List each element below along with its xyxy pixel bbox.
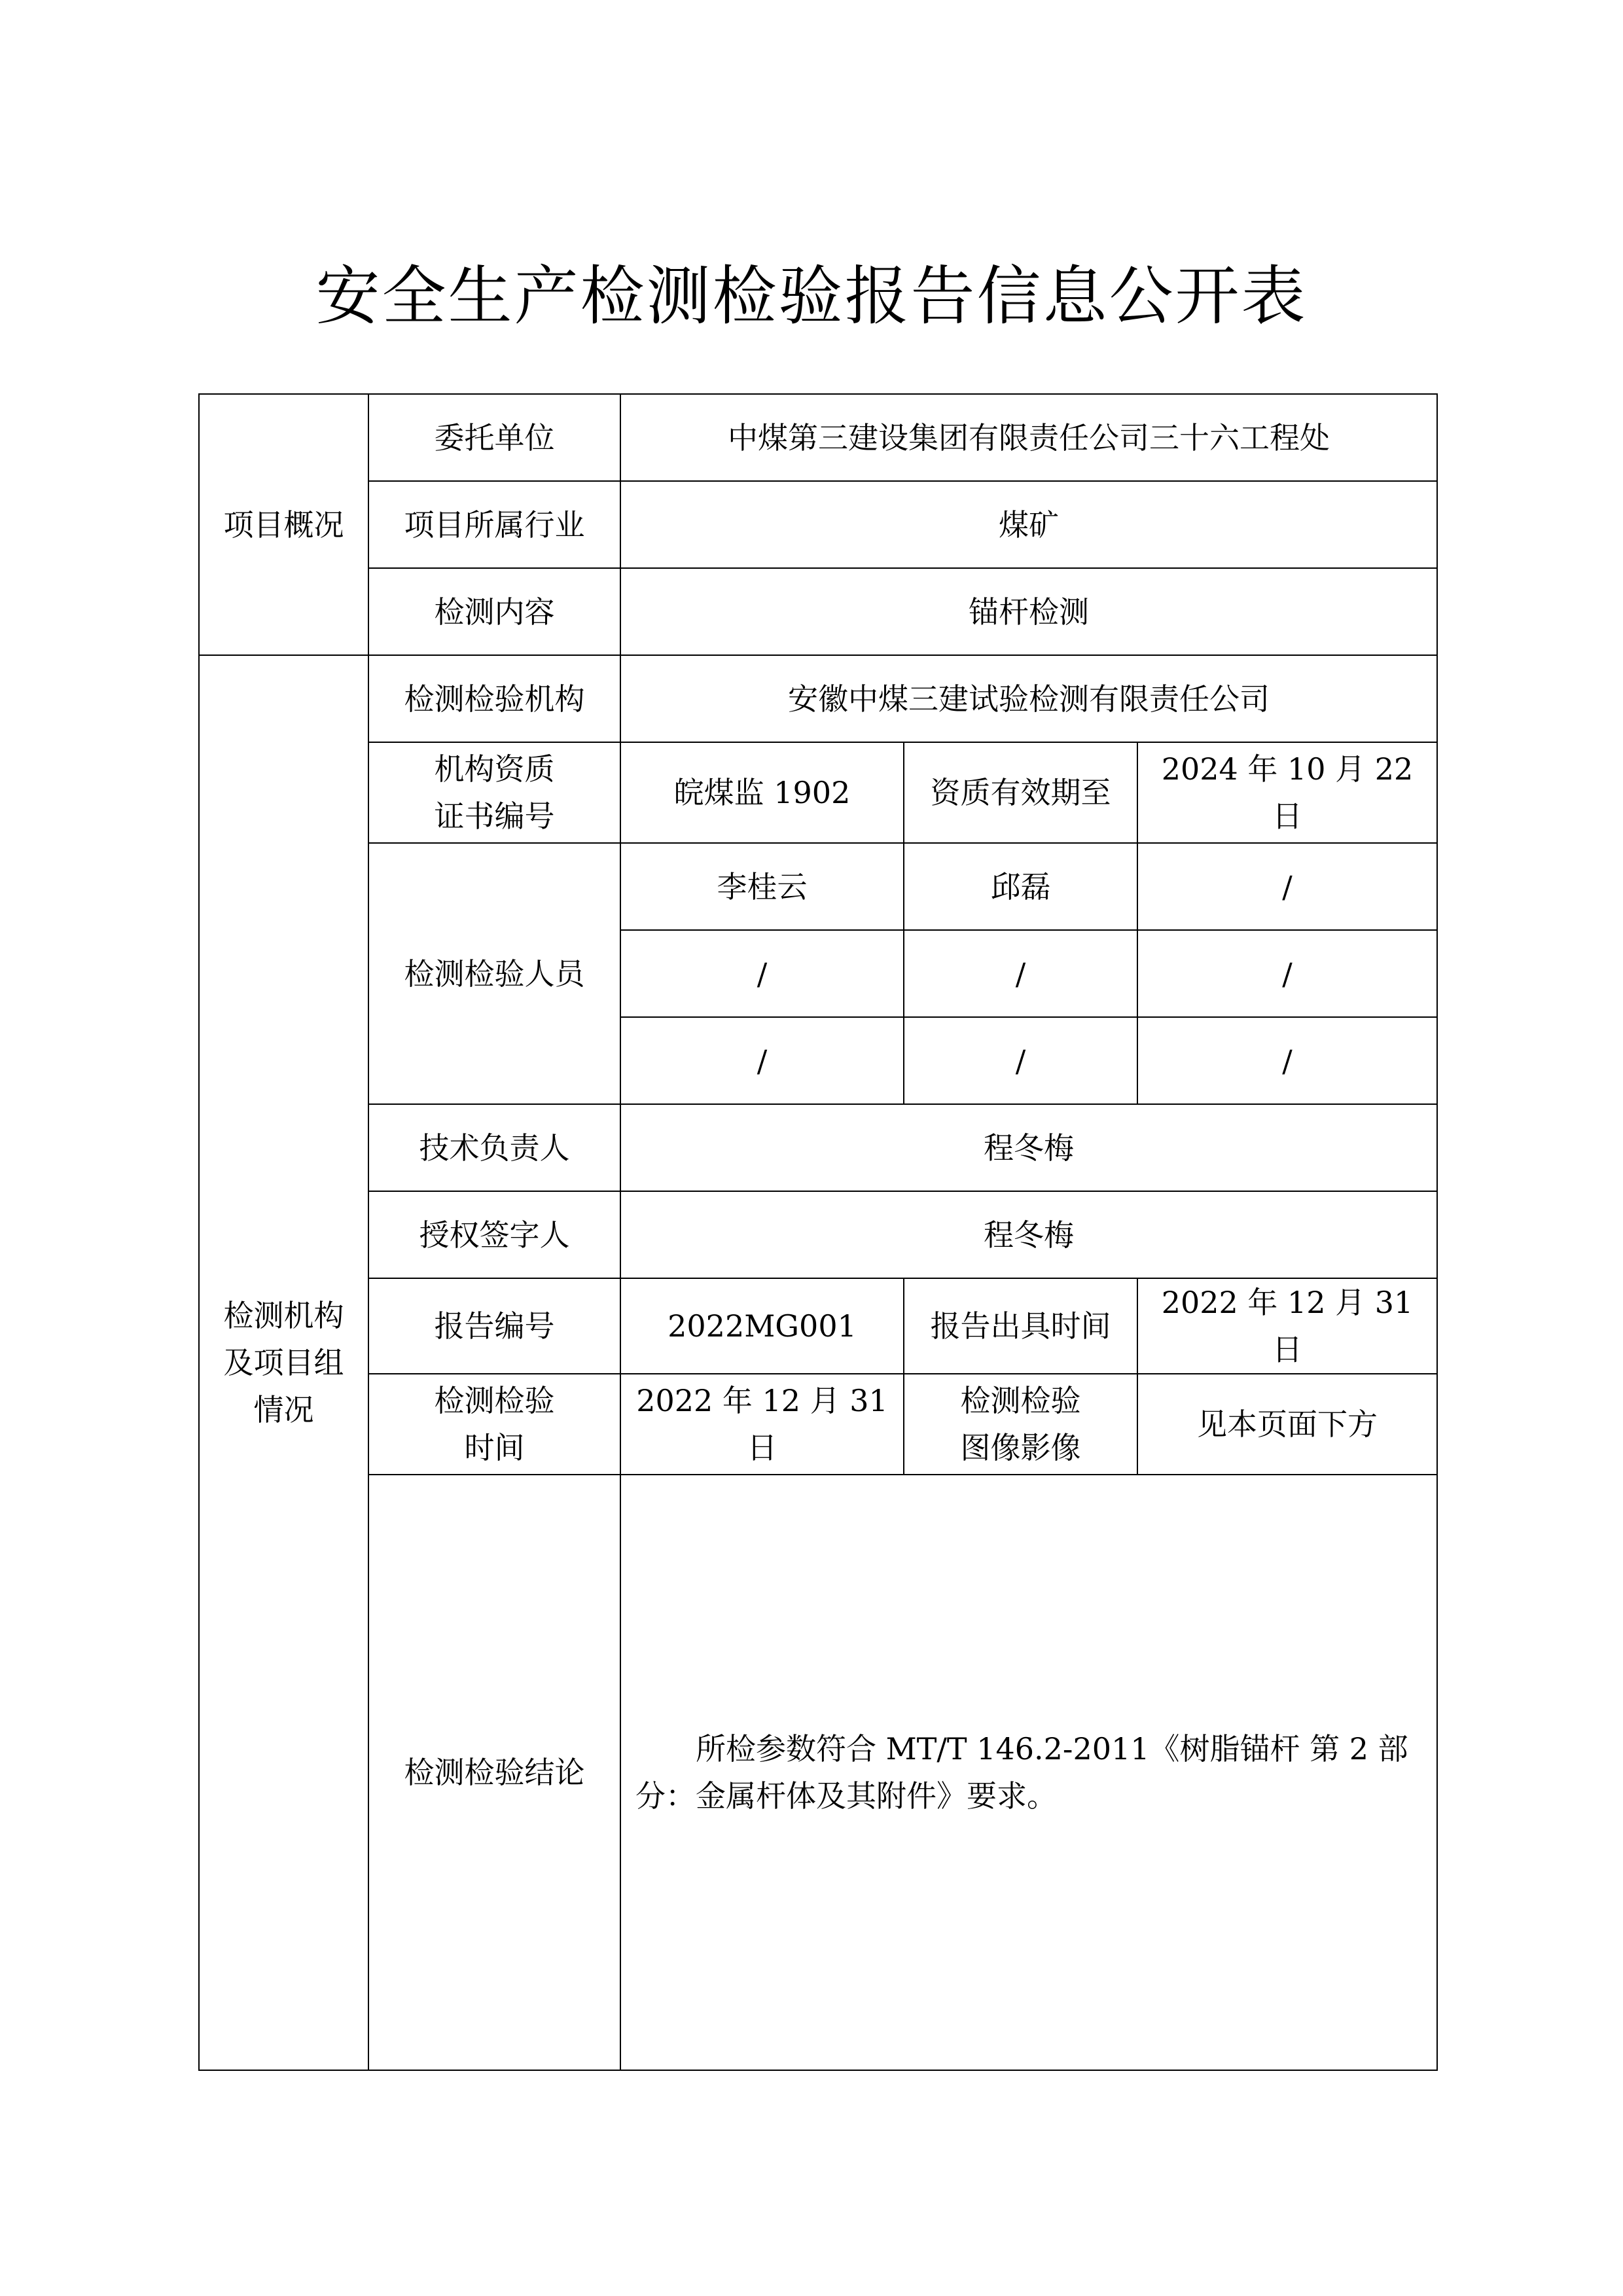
section-org: 检测机构及项目组情况 xyxy=(199,655,368,2070)
content-value: 锚杆检测 xyxy=(620,568,1437,655)
personnel-cell: / xyxy=(904,1017,1137,1104)
personnel-cell: / xyxy=(1137,843,1437,930)
row-conclusion xyxy=(199,1475,1437,2070)
row-industry xyxy=(199,481,1437,568)
page-title: 安全生产检测检验报告信息公开表 xyxy=(315,259,1308,334)
agency-value: 安徽中煤三建试验检测有限责任公司 xyxy=(620,655,1437,742)
row-cert xyxy=(199,742,1437,843)
cert-label: 机构资质证书编号 xyxy=(368,742,620,843)
issue-time-value: 2022 年 12 月 31 日 xyxy=(1137,1278,1437,1374)
section-overview: 项目概况 xyxy=(199,394,368,655)
row-report-no xyxy=(199,1278,1437,1374)
test-time-label: 检测检验时间 xyxy=(368,1374,620,1475)
row-personnel-1 xyxy=(199,843,1437,930)
agency-label: 检测检验机构 xyxy=(368,655,620,742)
info-table xyxy=(198,393,1438,2071)
personnel-cell: / xyxy=(1137,930,1437,1017)
conclusion-label: 检测检验结论 xyxy=(368,1475,620,2070)
row-client xyxy=(199,394,1437,481)
tech-lead-label: 技术负责人 xyxy=(368,1104,620,1191)
content-label: 检测内容 xyxy=(368,568,620,655)
image-label: 检测检验图像影像 xyxy=(904,1374,1137,1475)
personnel-cell: 邱磊 xyxy=(904,843,1137,930)
personnel-label: 检测检验人员 xyxy=(368,843,620,1104)
personnel-cell: / xyxy=(1137,1017,1437,1104)
signatory-label: 授权签字人 xyxy=(368,1191,620,1278)
personnel-cell: / xyxy=(904,930,1137,1017)
row-content xyxy=(199,568,1437,655)
conclusion-cell xyxy=(620,1475,1437,2070)
test-time-value: 2022 年 12 月 31 日 xyxy=(620,1374,904,1475)
personnel-cell: / xyxy=(620,930,904,1017)
client-value: 中煤第三建设集团有限责任公司三十六工程处 xyxy=(620,394,1437,481)
valid-label: 资质有效期至 xyxy=(904,742,1137,843)
conclusion-text: 所检参数符合 MT/T 146.2-2011《树脂锚杆 第 2 部分：金属杆体及其附件》要求。 xyxy=(635,1731,1408,1814)
image-value: 见本页面下方 xyxy=(1137,1374,1437,1475)
signatory-value: 程冬梅 xyxy=(620,1191,1437,1278)
personnel-cell: 李桂云 xyxy=(620,843,904,930)
report-no-label: 报告编号 xyxy=(368,1278,620,1374)
valid-value: 2024 年 10 月 22 日 xyxy=(1137,742,1437,843)
issue-time-label: 报告出具时间 xyxy=(904,1278,1137,1374)
report-no-value: 2022MG001 xyxy=(620,1278,904,1374)
row-test-time xyxy=(199,1374,1437,1475)
row-agency xyxy=(199,655,1437,742)
industry-label: 项目所属行业 xyxy=(368,481,620,568)
cert-value: 皖煤监 1902 xyxy=(620,742,904,843)
industry-value: 煤矿 xyxy=(620,481,1437,568)
row-signatory xyxy=(199,1191,1437,1278)
row-tech-lead xyxy=(199,1104,1437,1191)
client-label: 委托单位 xyxy=(368,394,620,481)
personnel-cell: / xyxy=(620,1017,904,1104)
tech-lead-value: 程冬梅 xyxy=(620,1104,1437,1191)
